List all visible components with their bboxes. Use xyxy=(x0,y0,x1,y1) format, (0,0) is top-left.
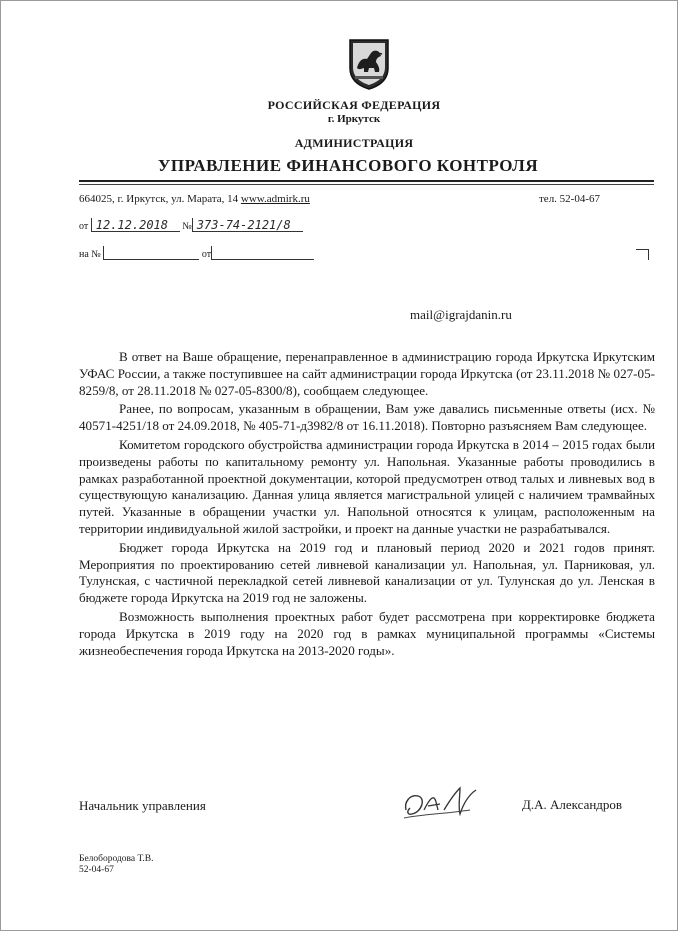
handwritten-signature-icon xyxy=(400,780,480,822)
irkutsk-coat-of-arms-icon xyxy=(347,38,391,90)
body-paragraph: Бюджет города Иркутска на 2019 год и плановый период 2020 и 2021 годов принят. Мероприятия по проектированию сетей ливневой канализации ул. Напольная, ул. Парниковая, ул. Тулунская, с частичной перекладкой сетей ливневой канализации от ул. Тулунская до ул. Ленская в бюджете города Иркутска на 2019 год не заложены. xyxy=(79,539,655,606)
registry-outgoing xyxy=(79,218,303,232)
executor-name: Белобородова Т.В. xyxy=(79,854,154,864)
executor-phone: 52-04-67 xyxy=(79,865,114,875)
letter-body xyxy=(79,349,655,661)
recipient-email: mail@igrajdanin.ru xyxy=(410,307,512,322)
registry-to-number-field xyxy=(103,246,199,260)
signatory-name: Д.А. Александров xyxy=(522,797,623,812)
registry-to-date-field xyxy=(211,246,314,260)
header-rule-thick xyxy=(79,180,654,182)
registry-date-value: 12.12.2018 xyxy=(95,218,168,232)
contact-phone: тел. 52-04-67 xyxy=(539,193,601,205)
header-administration: АДМИНИСТРАЦИЯ xyxy=(294,136,414,150)
signatory-position: Начальник управления xyxy=(79,798,206,813)
header-city: г. Иркутск xyxy=(327,113,381,125)
registry-number-label: № xyxy=(182,221,192,232)
registry-to-from-label: от xyxy=(201,249,212,260)
header-department: УПРАВЛЕНИЕ ФИНАНСОВОГО КОНТРОЛЯ xyxy=(157,156,539,175)
body-paragraph: Ранее, по вопросам, указанным в обращении, Вам уже давались письменные ответы (исх. № 40571-4251/18 от 24.09.2018, № 405-71-д3982/8 от 16.11.2018). Повторно разъясняем Вам следующее. xyxy=(79,401,655,434)
contact-address: 664025, г. Иркутск, ул. Марата, 14 xyxy=(79,193,239,205)
address-corner-mark xyxy=(636,249,649,260)
registry-from-label: от xyxy=(79,221,89,232)
executor-block xyxy=(79,854,153,876)
body-paragraph: В ответ на Ваше обращение, перенаправленное в администрацию города Иркутска Иркутским УФАС России, а также поступившее на сайт администрации города Иркутска (от 23.11.2018 № 027-05-8259/8, от 28.11.2018 № 027-05-8300/8), сообщаем следующее. xyxy=(79,349,655,398)
contact-website-link[interactable]: www.admirk.ru xyxy=(240,193,310,205)
registry-to-label: на № xyxy=(79,249,101,260)
header-rule-thin xyxy=(79,184,654,185)
body-paragraph: Возможность выполнения проектных работ будет рассмотрена при корректировке бюджета города Иркутска в 2019 году на 2020 год в рамках муниципальной программы «Системы жизнеобеспечения города Иркутска на 2013-2020 годы». xyxy=(79,608,655,658)
registry-number-field xyxy=(192,218,303,232)
body-paragraph: Комитетом городского обустройства администрации города Иркутска в 2014 – 2015 годах были произведены работы по капитальному ремонту ул. Напольная. Указанные работы проводились в рамках разработанной проектной документации, которой предусмотрен отвод талых и ливневых вод в существующую канализацию. Данная улица является магистральной улицей с наличием трамвайных путей. Указанные в обращении участки ул. Напольной относятся к улицам, расположенным на территории индивидуальной жилой застройки, и проект на данные участки не разрабатывался. xyxy=(79,436,655,536)
contact-address-line xyxy=(79,193,310,205)
header-federation: РОССИЙСКАЯ ФЕДЕРАЦИЯ xyxy=(267,98,441,112)
registry-incoming xyxy=(79,246,314,260)
registry-number-value: 373-74-2121/8 xyxy=(196,218,291,232)
registry-date-field xyxy=(91,218,180,232)
